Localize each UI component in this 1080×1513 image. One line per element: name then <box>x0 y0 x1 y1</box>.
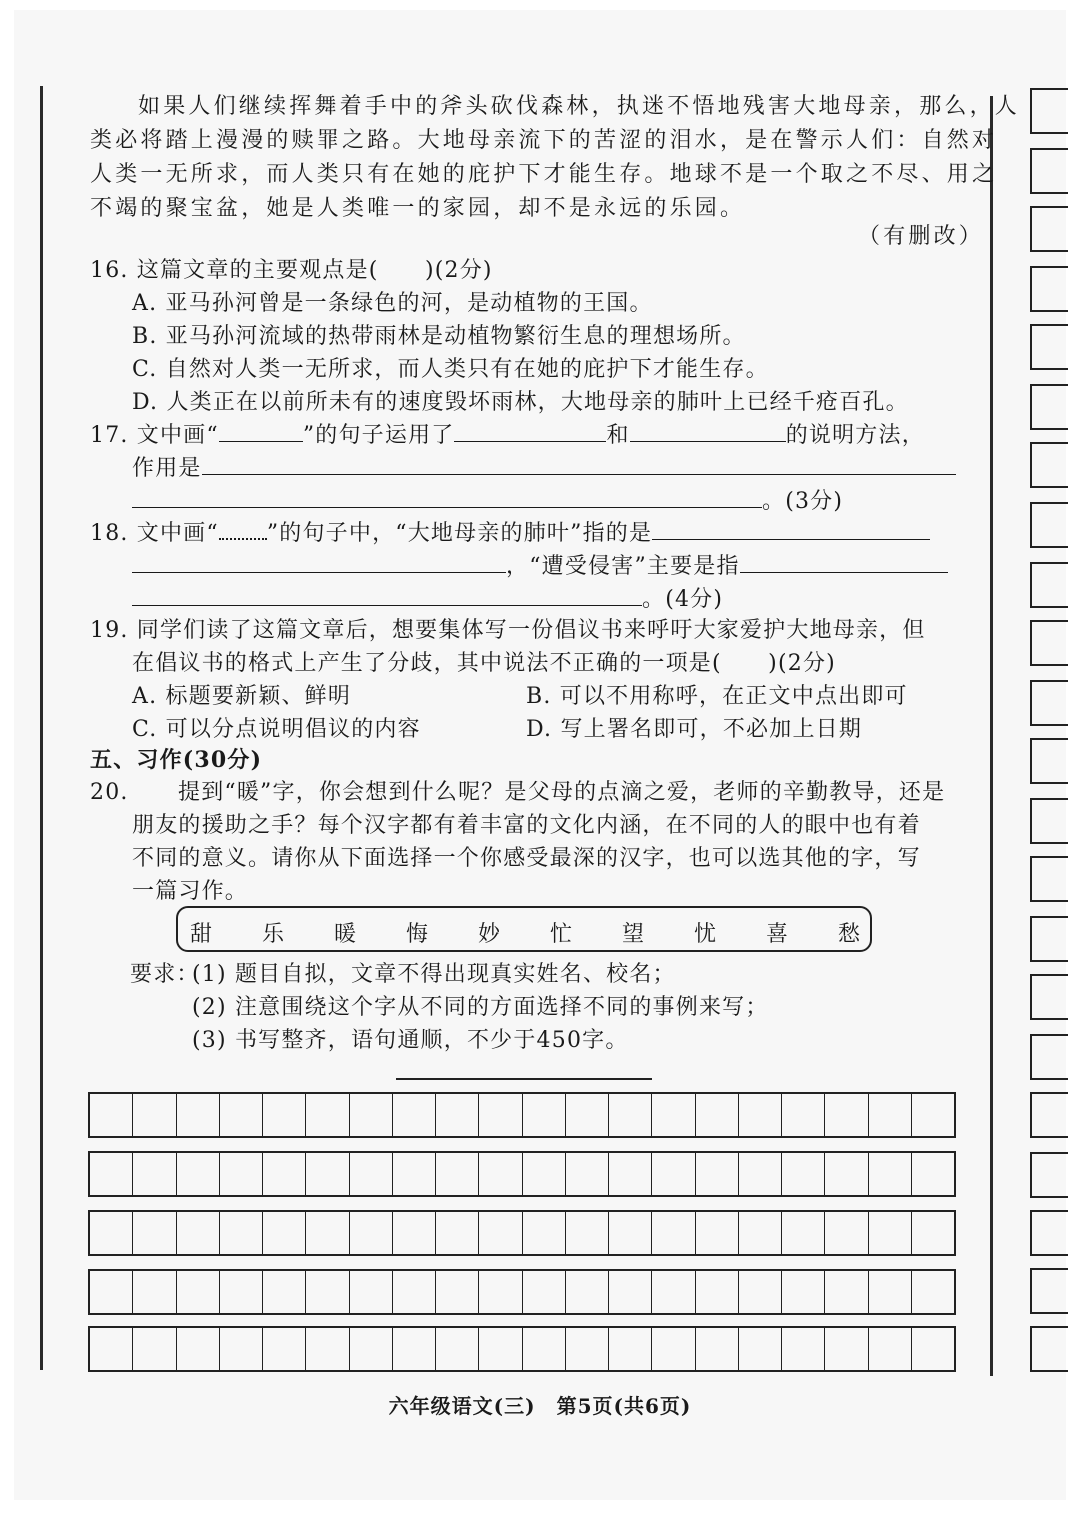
left-margin-line <box>40 86 43 1370</box>
q17-answer-blank-4[interactable] <box>132 484 762 508</box>
q17-underline-sample <box>219 418 303 442</box>
q17-answer-blank-2[interactable] <box>630 418 786 442</box>
q18-answer-blank-4[interactable] <box>132 582 642 606</box>
binding-tab <box>1030 1268 1068 1314</box>
char-option: 暖 <box>334 922 357 947</box>
q20-line-4: 一篇习作。 <box>132 879 249 904</box>
binding-tab <box>1030 620 1068 666</box>
q16-stem: 16. 这篇文章的主要观点是( )(2分) <box>90 258 493 283</box>
binding-tab <box>1030 148 1068 194</box>
requirement-2: (2) 注意围绕这个字从不同的方面选择不同的事例来写； <box>192 995 769 1020</box>
char-option: 喜 <box>766 922 789 947</box>
character-choice-box <box>176 906 872 952</box>
section-5-title: 五、习作(30分) <box>90 747 263 773</box>
binding-tab <box>1030 324 1068 370</box>
char-option: 甜 <box>190 922 213 947</box>
binding-tab <box>1030 680 1068 726</box>
requirement-1: (1) 题目自拟，文章不得出现真实姓名、校名； <box>192 962 676 987</box>
binding-tab <box>1030 738 1068 784</box>
q17-answer-blank-1[interactable] <box>454 418 606 442</box>
binding-tab <box>1030 1034 1068 1080</box>
binding-tab <box>1030 562 1068 608</box>
passage-line-1: 如果人们继续挥舞着手中的斧头砍伐森林，执迷不悟地残害大地母亲，那么，人 <box>138 94 1021 119</box>
q17-effect-label: 作用是 <box>132 456 202 481</box>
requirement-3: (3) 书写整齐，语句通顺，不少于450字。 <box>192 1028 629 1053</box>
char-option: 忙 <box>550 922 573 947</box>
q18-line-1 <box>90 516 930 550</box>
q18-text-2: ”的句子中，“大地母亲的肺叶”指的是 <box>266 521 653 546</box>
q17-text-4: 的说明方法， <box>785 423 925 448</box>
q17-text-1: 17. 文中画“ <box>90 423 219 448</box>
q17-text-3: 和 <box>606 423 630 448</box>
q18-line-2 <box>132 549 948 583</box>
binding-tab <box>1030 502 1068 548</box>
binding-tab <box>1030 856 1068 902</box>
q17-line-1 <box>90 418 925 452</box>
q16-option-c[interactable]: C. 自然对人类一无所求，而人类只有在她的庇护下才能生存。 <box>132 357 769 382</box>
q16-option-b[interactable]: B. 亚马孙河流域的热带雨林是动植物繁衍生息的理想场所。 <box>132 324 746 349</box>
q20-line-1: 提到“暖”字，你会想到什么呢？是父母的点滴之爱，老师的辛勤教导，还是 <box>178 780 946 805</box>
binding-tab <box>1030 1152 1068 1198</box>
q18-answer-blank-1[interactable] <box>652 516 930 540</box>
binding-tab <box>1030 798 1068 844</box>
q17-answer-blank-3[interactable] <box>202 451 956 475</box>
right-margin-line <box>990 96 993 1376</box>
writing-grid-row[interactable] <box>88 1210 956 1256</box>
q19-option-a[interactable]: A. 标题要新颖、鲜明 <box>132 684 352 709</box>
q18-text-1: 18. 文中画“ <box>90 521 219 546</box>
char-option: 乐 <box>262 922 285 947</box>
q18-points: 。(4分) <box>642 587 724 612</box>
q19-option-b[interactable]: B. 可以不用称呼，在正文中点出即可 <box>526 684 908 709</box>
char-option: 悔 <box>406 922 429 947</box>
q17-line-2 <box>132 451 956 485</box>
binding-tab <box>1030 1092 1068 1138</box>
writing-grid-row[interactable] <box>88 1269 956 1315</box>
requirements-label: 要求： <box>130 962 200 987</box>
binding-tab <box>1030 916 1068 962</box>
char-option: 愁 <box>838 922 861 947</box>
binding-tab <box>1030 1210 1068 1256</box>
writing-grid-row[interactable] <box>88 1326 956 1372</box>
q20-line-2: 朋友的援助之手？每个汉字都有着丰富的文化内涵，在不同的人的眼中也有着 <box>132 813 921 838</box>
q16-option-d[interactable]: D. 人类正在以前所未有的速度毁坏雨林，大地母亲的肺叶上已经千疮百孔。 <box>132 390 909 415</box>
essay-title-blank[interactable] <box>396 1078 652 1080</box>
q19-option-c[interactable]: C. 可以分点说明倡议的内容 <box>132 717 421 742</box>
q19-option-d[interactable]: D. 写上署名即可，不必加上日期 <box>526 717 863 742</box>
passage-line-4: 不竭的聚宝盆，她是人类唯一的家园，却不是永远的乐园。 <box>90 196 746 221</box>
char-option: 妙 <box>478 922 501 947</box>
q16-option-a[interactable]: A. 亚马孙河曾是一条绿色的河，是动植物的王国。 <box>132 291 653 316</box>
binding-tab <box>1030 206 1068 252</box>
binding-tab <box>1030 442 1068 488</box>
source-note: （有删改） <box>858 224 985 249</box>
binding-tab <box>1030 974 1068 1020</box>
q17-points: 。(3分) <box>762 489 844 514</box>
page-footer: 六年级语文(三) 第5页(共6页) <box>388 1394 692 1418</box>
binding-tab <box>1030 88 1068 134</box>
passage-line-3: 人类一无所求，而人类只有在她的庇护下才能生存。地球不是一个取之不尽、用之 <box>90 162 998 187</box>
char-option: 忧 <box>694 922 717 947</box>
writing-grid-row[interactable] <box>88 1092 956 1138</box>
binding-tab <box>1030 1326 1068 1372</box>
passage-line-2: 类必将踏上漫漫的赎罪之路。大地母亲流下的苦涩的泪水，是在警示人们：自然对 <box>90 128 998 153</box>
q19-line-2: 在倡议书的格式上产生了分歧，其中说法不正确的一项是( )(2分) <box>132 651 836 676</box>
q17-text-2: ”的句子运用了 <box>302 423 455 448</box>
q18-answer-blank-3[interactable] <box>740 549 948 573</box>
q20-line-3: 不同的意义。请你从下面选择一个你感受最深的汉字，也可以选其他的字，写 <box>132 846 921 871</box>
q18-line-3 <box>132 582 723 616</box>
writing-grid-row[interactable] <box>88 1151 956 1197</box>
q18-text-3: ，“遭受侵害”主要是指 <box>506 554 740 579</box>
char-option: 望 <box>622 922 645 947</box>
q18-answer-blank-2[interactable] <box>132 549 506 573</box>
q19-line-1: 19. 同学们读了这篇文章后，想要集体写一份倡议书来呼吁大家爱护大地母亲，但 <box>90 618 926 643</box>
q17-line-3 <box>132 484 843 518</box>
binding-tab <box>1030 384 1068 430</box>
q18-wavy-sample <box>219 518 267 540</box>
binding-tab <box>1030 266 1068 312</box>
q20-number: 20. <box>90 780 129 805</box>
